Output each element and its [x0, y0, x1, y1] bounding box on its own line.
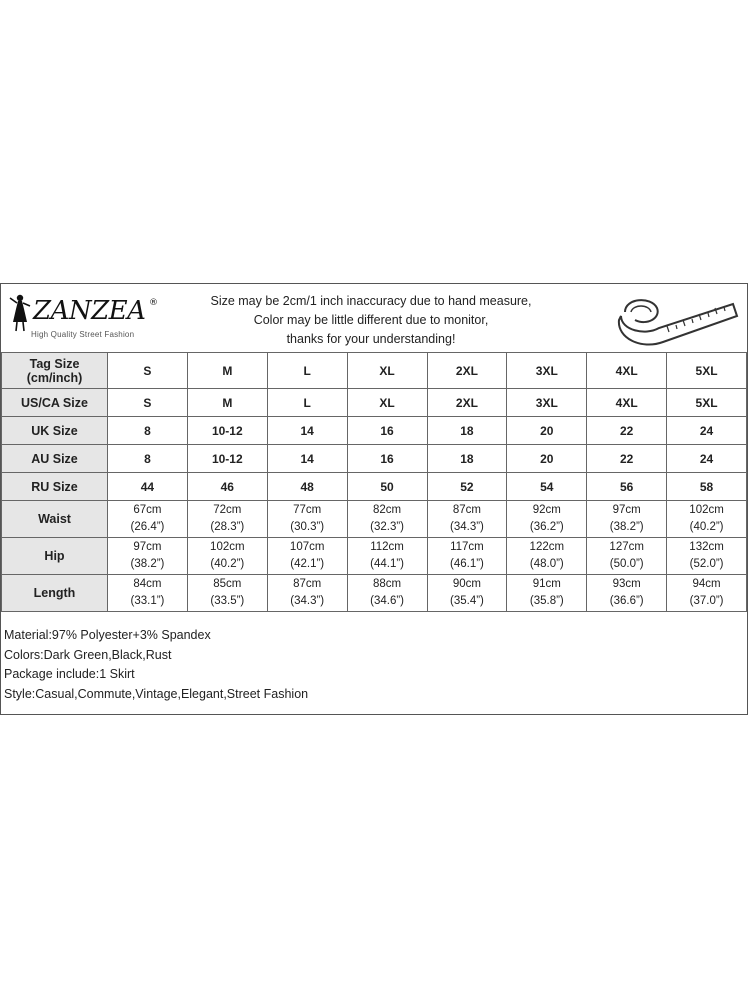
table-row [2, 417, 747, 445]
measurement-cell [108, 501, 188, 538]
measurement-cell [507, 538, 587, 575]
size-cell: 8 [108, 417, 188, 445]
measurement-cell [587, 538, 667, 575]
cm-value: 94cm [692, 578, 721, 590]
size-cell: 20 [507, 445, 587, 473]
measurement-cell [187, 501, 267, 538]
size-cell: S [108, 389, 188, 417]
measurement-cell [267, 575, 347, 612]
size-cell: 44 [108, 473, 188, 501]
size-cell: L [267, 389, 347, 417]
inch-value: (48.0”) [529, 558, 564, 570]
measurement-cell [427, 538, 507, 575]
notice-line: Color may be little different due to monitor, [253, 313, 489, 327]
row-label: Length [2, 575, 108, 612]
measurement-cell [507, 575, 587, 612]
inch-value: (33.1”) [130, 595, 165, 607]
size-cell: 14 [267, 445, 347, 473]
brand-name: ZANZEA [33, 296, 146, 326]
style-text: Style:Casual,Commute,Vintage,Elegant,Street Fashion [4, 686, 309, 701]
size-cell: 58 [667, 473, 747, 501]
row-label: Tag Size (cm/inch) [2, 353, 108, 389]
measurement-cell [108, 538, 188, 575]
cm-value: 93cm [612, 578, 641, 590]
measurement-cell [667, 538, 747, 575]
size-cell: 22 [587, 445, 667, 473]
inch-value: (40.2”) [689, 521, 724, 533]
cm-value: 82cm [373, 504, 402, 516]
material-text: Material:97% Polyester+3% Spandex [4, 628, 211, 642]
cm-value: 87cm [293, 578, 322, 590]
notice-line: Size may be 2cm/1 inch inaccuracy due to hand measure, [210, 294, 532, 308]
size-cell: 18 [427, 417, 507, 445]
inch-value: (46.1”) [450, 558, 484, 570]
size-cell: 16 [347, 417, 427, 445]
tag-size-cell: M [187, 353, 267, 389]
tag-size-cell: 4XL [587, 353, 667, 389]
woman-silhouette-icon [7, 292, 33, 332]
size-chart [0, 283, 748, 715]
measurement-cell [347, 538, 427, 575]
size-cell: 4XL [587, 389, 667, 417]
row-label: Waist [2, 501, 108, 538]
size-cell: 46 [187, 473, 267, 501]
brand-logo [7, 292, 157, 346]
cm-value: 87cm [452, 504, 481, 516]
measurement-cell [427, 501, 507, 538]
cm-value: 88cm [373, 578, 402, 590]
inch-value: (42.1”) [290, 558, 325, 570]
measurement-cell [667, 575, 747, 612]
size-cell: 24 [667, 417, 747, 445]
inch-value: (50.0”) [609, 558, 644, 570]
inch-value: (26.4”) [130, 521, 165, 533]
measurement-cell [187, 538, 267, 575]
package-text: Package include:1 Skirt [4, 667, 135, 681]
size-cell: 48 [267, 473, 347, 501]
size-cell: 2XL [427, 389, 507, 417]
size-cell: 24 [667, 445, 747, 473]
table-row [2, 575, 747, 612]
cm-value: 84cm [133, 578, 162, 590]
measurement-cell [267, 501, 347, 538]
measurement-cell [587, 501, 667, 538]
cm-value: 85cm [213, 578, 242, 590]
cm-value: 67cm [133, 504, 162, 516]
size-cell: 52 [427, 473, 507, 501]
table-row [2, 501, 747, 538]
inch-value: (33.5”) [210, 595, 245, 607]
tag-size-cell: 3XL [507, 353, 587, 389]
row-label: UK Size [2, 417, 108, 445]
table-row [2, 389, 747, 417]
cm-value: 102cm [210, 541, 245, 553]
cm-value: 132cm [689, 541, 724, 553]
inch-value: (28.3”) [210, 521, 245, 533]
inch-value: (32.3”) [370, 521, 404, 533]
tag-size-cell: XL [347, 353, 427, 389]
inch-value: (37.0”) [689, 595, 724, 607]
inch-value: (34.6”) [370, 595, 404, 607]
size-cell: 22 [587, 417, 667, 445]
notice-line: thanks for your understanding! [286, 332, 456, 346]
cm-value: 72cm [213, 504, 242, 516]
inch-value: (35.8”) [529, 595, 564, 607]
size-cell: 10-12 [187, 445, 267, 473]
inch-value: (40.2”) [210, 558, 245, 570]
size-cell: 16 [347, 445, 427, 473]
inch-value: (35.4”) [450, 595, 484, 607]
cm-value: 112cm [370, 541, 404, 553]
size-cell: M [187, 389, 267, 417]
tag-size-cell: L [267, 353, 347, 389]
measurement-cell [587, 575, 667, 612]
inch-value: (52.0”) [689, 558, 724, 570]
table-row [2, 473, 747, 501]
inch-value: (44.1”) [370, 558, 404, 570]
inch-value: (38.2”) [130, 558, 165, 570]
row-label: AU Size [2, 445, 108, 473]
table-row [2, 353, 747, 389]
table-row [2, 538, 747, 575]
chart-header [1, 284, 747, 352]
inch-value: (34.3”) [450, 521, 484, 533]
registered-mark: ® [149, 298, 158, 308]
colors-text: Colors:Dark Green,Black,Rust [4, 647, 172, 662]
cm-value: 97cm [612, 504, 641, 516]
cm-value: 102cm [689, 504, 724, 516]
tag-size-cell: S [108, 353, 188, 389]
cm-value: 97cm [133, 541, 162, 553]
cm-value: 117cm [450, 541, 484, 553]
cm-value: 122cm [529, 541, 565, 553]
cm-value: 107cm [289, 541, 325, 553]
size-cell: 56 [587, 473, 667, 501]
size-cell: 20 [507, 417, 587, 445]
measuring-tape-icon [611, 290, 741, 348]
inch-value: (36.6”) [609, 595, 644, 607]
cm-value: 92cm [532, 504, 561, 516]
size-cell: 18 [427, 445, 507, 473]
measurement-cell [507, 501, 587, 538]
tag-size-cell: 5XL [667, 353, 747, 389]
cm-value: 90cm [452, 578, 481, 590]
row-label: Hip [2, 538, 108, 575]
inch-value: (38.2”) [609, 521, 644, 533]
measurement-cell [427, 575, 507, 612]
cm-value: 127cm [609, 541, 644, 553]
row-label: RU Size [2, 473, 108, 501]
measurement-cell [667, 501, 747, 538]
table-row [2, 445, 747, 473]
measurement-cell [187, 575, 267, 612]
size-cell: 54 [507, 473, 587, 501]
size-cell: 14 [267, 417, 347, 445]
cm-value: 91cm [532, 578, 561, 590]
size-cell: XL [347, 389, 427, 417]
cm-value: 77cm [293, 504, 322, 516]
size-cell: 50 [347, 473, 427, 501]
measurement-cell [108, 575, 188, 612]
tag-size-cell: 2XL [427, 353, 507, 389]
inch-value: (36.2”) [529, 521, 564, 533]
size-cell: 3XL [507, 389, 587, 417]
accuracy-notice [191, 292, 551, 349]
measurement-cell [347, 501, 427, 538]
size-cell: 8 [108, 445, 188, 473]
product-details [4, 626, 308, 704]
measurement-cell [267, 538, 347, 575]
size-cell: 10-12 [187, 417, 267, 445]
size-table [1, 352, 747, 612]
measurement-cell [347, 575, 427, 612]
brand-tagline: High Quality Street Fashion [31, 330, 135, 339]
size-cell: 5XL [667, 389, 747, 417]
inch-value: (30.3”) [290, 521, 325, 533]
row-label: US/CA Size [2, 389, 108, 417]
inch-value: (34.3”) [290, 595, 325, 607]
